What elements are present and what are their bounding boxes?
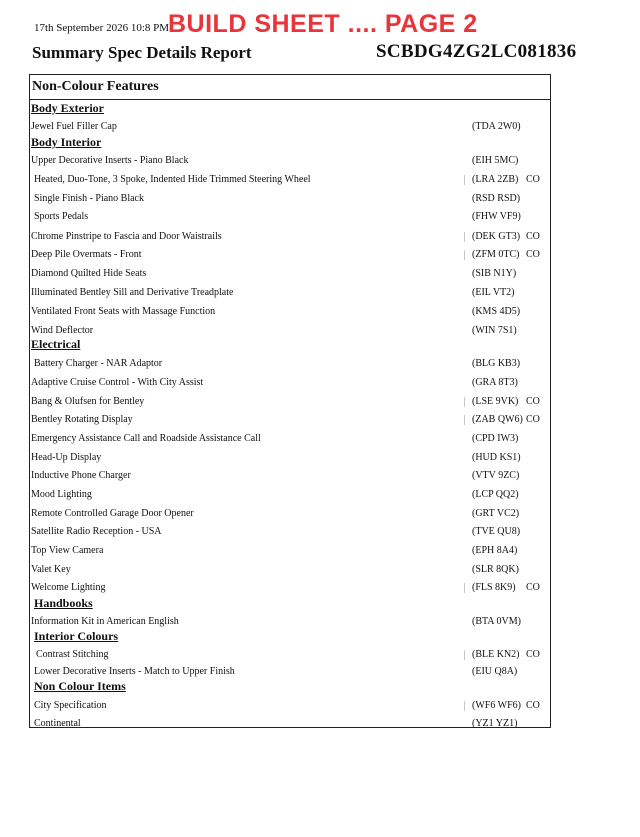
feature-row	[30, 505, 550, 523]
scan-mark	[464, 175, 465, 185]
build-sheet-stamp: BUILD SHEET .... PAGE 2	[168, 10, 478, 38]
feature-code: (LRA 2ZB)	[472, 174, 519, 185]
feature-name: Chrome Pinstripe to Fascia and Door Waistrails	[31, 231, 222, 242]
feature-name: Upper Decorative Inserts - Piano Black	[31, 155, 189, 166]
section-title: Handbooks	[34, 596, 93, 610]
feature-row	[30, 579, 550, 597]
feature-row	[30, 152, 550, 170]
section-heading	[30, 135, 550, 153]
feature-code: (ZFM 0TC)	[472, 249, 520, 260]
scan-mark	[464, 397, 465, 407]
feature-code: (CPD IW3)	[472, 433, 519, 444]
feature-name: Satellite Radio Reception - USA	[31, 526, 162, 537]
feature-name: Heated, Duo-Tone, 3 Spoke, Indented Hide Trimmed Steering Wheel	[34, 174, 311, 185]
feature-row	[30, 190, 550, 208]
feature-row	[30, 171, 550, 189]
scan-mark	[464, 650, 465, 660]
feature-row	[30, 284, 550, 302]
feature-row	[30, 449, 550, 467]
feature-row	[30, 430, 550, 448]
co-flag: CO	[526, 396, 540, 407]
co-flag: CO	[526, 649, 540, 660]
section-heading	[30, 629, 550, 647]
feature-code: (BTA 0VM)	[472, 616, 521, 627]
feature-name: Remote Controlled Garage Door Opener	[31, 508, 194, 519]
feature-row	[30, 303, 550, 321]
feature-code: (SIB N1Y)	[472, 268, 517, 279]
scan-mark	[464, 701, 465, 711]
feature-name: Mood Lighting	[31, 489, 92, 500]
section-title: Body Exterior	[31, 101, 104, 115]
feature-name: Head-Up Display	[31, 452, 102, 463]
feature-row	[30, 246, 550, 264]
scan-mark	[464, 583, 465, 593]
feature-row	[30, 542, 550, 560]
feature-code: (WF6 WF6)	[472, 700, 521, 711]
report-date: 17th September 2026 10:8 PM	[34, 22, 170, 34]
feature-code: (VTV 9ZC)	[472, 470, 520, 481]
feature-code: (EIH 5MC)	[472, 155, 519, 166]
feature-code: (EIU Q8A)	[472, 666, 518, 677]
feature-row	[30, 411, 550, 429]
feature-name: Valet Key	[31, 564, 71, 575]
feature-row	[30, 208, 550, 226]
feature-row	[30, 561, 550, 579]
feature-name: Sports Pedals	[34, 211, 89, 222]
feature-code: (RSD RSD)	[472, 193, 521, 204]
feature-row	[30, 523, 550, 541]
feature-code: (GRT VC2)	[472, 508, 520, 519]
feature-name: Lower Decorative Inserts - Match to Upper Finish	[34, 666, 235, 677]
section-heading	[30, 337, 550, 355]
feature-name: Single Finish - Piano Black	[34, 193, 144, 204]
box-title: Non-Colour Features	[32, 79, 159, 94]
feature-code: (LSE 9VK)	[472, 396, 519, 407]
feature-name: Battery Charger - NAR Adaptor	[34, 358, 163, 369]
feature-name: Bentley Rotating Display	[31, 414, 133, 425]
feature-name: Information Kit in American English	[31, 616, 179, 627]
feature-row	[30, 467, 550, 485]
feature-name: Contrast Stitching	[36, 649, 109, 660]
feature-name: City Specification	[34, 700, 107, 711]
vin-number: SCBDG4ZG2LC081836	[376, 41, 577, 62]
co-flag: CO	[526, 231, 540, 242]
feature-code: (BLG KB3)	[472, 358, 521, 369]
box-divider	[30, 99, 550, 100]
co-flag: CO	[526, 414, 540, 425]
feature-name: Jewel Fuel Filler Cap	[31, 121, 117, 132]
section-heading	[30, 596, 550, 614]
feature-name: Diamond Quilted Hide Seats	[31, 268, 147, 279]
feature-name: Welcome Lighting	[31, 582, 106, 593]
feature-name: Top View Camera	[31, 545, 104, 556]
feature-name: Illuminated Bentley Sill and Derivative Treadplate	[31, 287, 234, 298]
feature-code: (GRA 8T3)	[472, 377, 518, 388]
feature-row	[30, 393, 550, 411]
feature-name: Continental	[34, 718, 81, 729]
feature-row	[30, 697, 550, 715]
feature-name: Bang & Olufsen for Bentley	[31, 396, 145, 407]
scan-mark	[464, 250, 465, 260]
feature-row	[30, 265, 550, 283]
feature-code: (DEK GT3)	[472, 231, 521, 242]
section-title: Non Colour Items	[34, 679, 126, 693]
co-flag: CO	[526, 582, 540, 593]
co-flag: CO	[526, 249, 540, 260]
feature-name: Wind Deflector	[31, 325, 94, 336]
feature-code: (SLR 8QK)	[472, 564, 519, 575]
features-box	[29, 74, 551, 728]
feature-name: Deep Pile Overmats - Front	[31, 249, 142, 260]
feature-row	[30, 118, 550, 136]
feature-code: (LCP QQ2)	[472, 489, 519, 500]
co-flag: CO	[526, 700, 540, 711]
section-title: Interior Colours	[34, 629, 119, 643]
feature-name: Inductive Phone Charger	[31, 470, 131, 481]
co-flag: CO	[526, 174, 540, 185]
feature-row	[30, 228, 550, 246]
report-title: Summary Spec Details Report	[32, 43, 252, 62]
feature-code: (EIL VT2)	[472, 287, 515, 298]
feature-code: (TDA 2W0)	[472, 121, 521, 132]
feature-name: Adaptive Cruise Control - With City Assist	[31, 377, 204, 388]
feature-code: (KMS 4D5)	[472, 306, 521, 317]
section-title: Electrical	[31, 337, 81, 351]
feature-name: Emergency Assistance Call and Roadside Assistance Call	[31, 433, 261, 444]
feature-code: (FHW VF9)	[472, 211, 521, 222]
feature-row	[30, 486, 550, 504]
section-title: Body Interior	[31, 135, 102, 149]
scan-mark	[464, 415, 465, 425]
feature-code: (BLE KN2)	[472, 649, 520, 660]
section-heading	[30, 101, 550, 119]
feature-code: (HUD KS1)	[472, 452, 521, 463]
section-heading	[30, 679, 550, 697]
feature-row	[30, 355, 550, 373]
scan-mark	[464, 232, 465, 242]
feature-code: (WIN 7S1)	[472, 325, 517, 336]
feature-code: (FLS 8K9)	[472, 582, 516, 593]
feature-row	[30, 646, 550, 664]
feature-code: (TVE QU8)	[472, 526, 521, 537]
feature-code: (EPH 8A4)	[472, 545, 518, 556]
feature-code: (ZAB QW6)	[472, 414, 523, 425]
feature-row	[30, 715, 550, 733]
feature-code: (YZ1 YZ1)	[472, 718, 518, 729]
feature-name: Ventilated Front Seats with Massage Function	[31, 306, 216, 317]
feature-row	[30, 374, 550, 392]
